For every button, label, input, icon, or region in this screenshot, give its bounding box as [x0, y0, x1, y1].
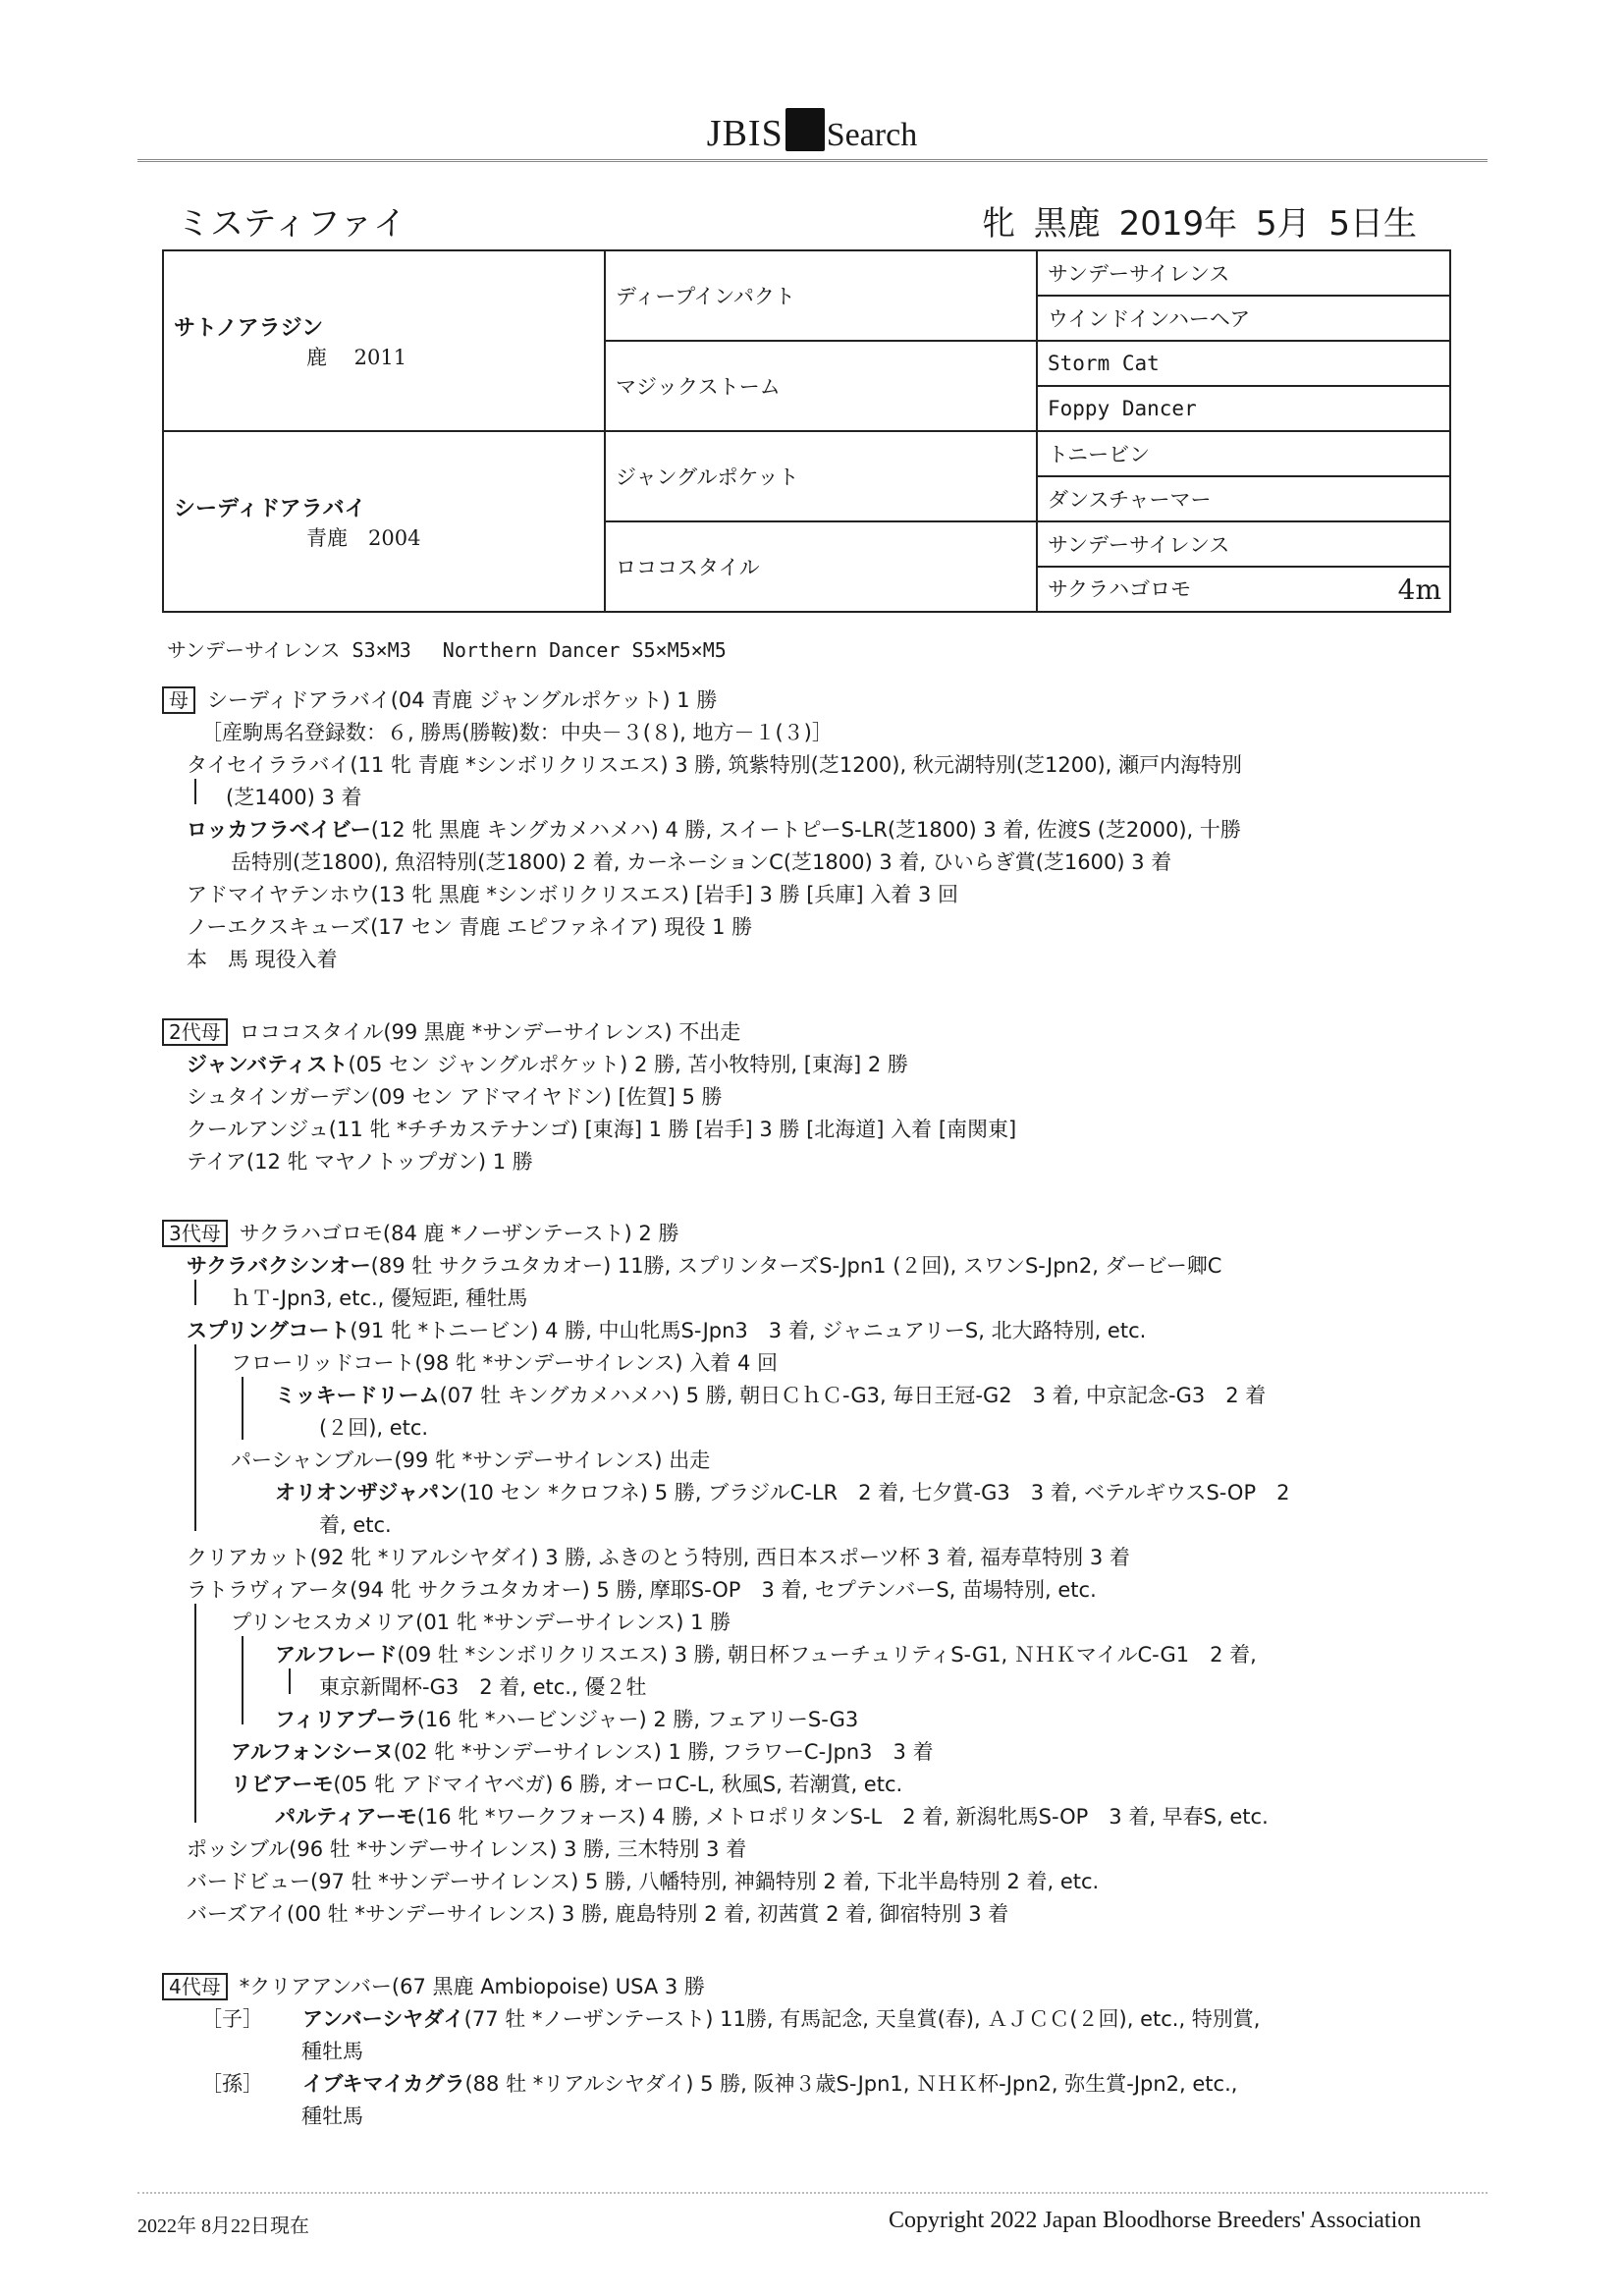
g4dam-heading-text: *クリアアンバー(67 黒鹿 Ambiopoise) USA 3 勝 — [239, 1975, 705, 1998]
offspring-record: (77 牡 *ノーザンテースト) 11勝, 有馬記念, 天皇賞(春), ＡＪＣＣ(２回), etc., 特別賞, — [463, 2007, 1261, 2031]
list-item — [187, 814, 1241, 844]
tree-line — [194, 1280, 196, 1305]
dam-heading-text: シーディドアラバイ(04 青鹿 ジャングルポケット) 1 勝 — [207, 688, 718, 712]
inbreeding-line: サンデーサイレンス S3×M3 Northern Dancer S5×M5×M5 — [167, 638, 727, 662]
offspring-record-cont: ｈＴ-Jpn3, etc., 優短距, 種牡馬 — [231, 1286, 528, 1310]
offspring-record: (89 牡 サクラユタカオー) 11勝, スプリンターズS-Jpn1 (２回), スワンS-Jpn2, ダービー卿C — [370, 1254, 1222, 1278]
list-item — [187, 1315, 1146, 1344]
section-box: 3代母 — [162, 1220, 228, 1247]
logo-text-jbis: JBIS — [706, 113, 784, 154]
section-box: 4代母 — [162, 1973, 228, 2000]
list-item: バーズアイ(00 牡 *サンデーサイレンス) 3 勝, 鹿島特別 2 着, 初茜賞 2 着, 御宿特別 3 着 — [187, 1902, 1009, 1926]
list-item — [187, 1049, 908, 1078]
ancestor-g3: ウインドインハーヘア — [1037, 296, 1450, 341]
offspring-record: (07 牡 キングカメハメハ) 5 勝, 朝日ＣｈＣ-G3, 毎日王冠-G2 3 着, 中京記念-G3 2 着 — [439, 1384, 1267, 1407]
list-item — [231, 1736, 934, 1766]
dam-cell — [163, 431, 605, 612]
list-item: シュタインガーデン(09 セン アドマイヤドン) [佐賀] 5 勝 — [187, 1085, 723, 1109]
list-item — [187, 1250, 1221, 1280]
dam-info: 青鹿 2004 — [306, 525, 421, 550]
tree-line — [289, 1668, 291, 1694]
offspring-name-text: タイセイララバイ — [187, 753, 351, 777]
offspring-record-cont: 種牡馬 — [301, 2040, 363, 2063]
list-item: クールアンジュ(11 牝 *チチカステナンゴ) [東海] 1 勝 [岩手] 3 勝 [北海道] 入着 [南関東] — [187, 1118, 1017, 1141]
offspring-record: (05 牝 アドマイヤベガ) 6 勝, オーロC-L, 秋風S, 若潮賞, etc. — [333, 1773, 903, 1796]
list-item: クリアカット(92 牝 *リアルシヤダイ) 3 勝, ふきのとう特別, 西日本スポーツ杯 3 着, 福寿草特別 3 着 — [187, 1546, 1130, 1569]
list-item — [275, 1704, 858, 1733]
offspring-record-cont: 種牡馬 — [301, 2105, 363, 2128]
offspring-name-text: ミッキードリーム — [275, 1384, 440, 1407]
dam-heading — [162, 684, 717, 714]
offspring-name-text: アンバーシヤダイ — [302, 2007, 464, 2031]
list-item: ポッシブル(96 牡 *サンデーサイレンス) 3 勝, 三木特別 3 着 — [187, 1837, 747, 1861]
list-item — [275, 1639, 1257, 1668]
ancestor-g3-family — [1037, 567, 1450, 612]
g2dam-heading — [162, 1016, 740, 1046]
dam-dam: ロココスタイル — [605, 521, 1037, 612]
g3dam-heading — [162, 1218, 678, 1247]
section-box: 母 — [162, 686, 195, 714]
list-item: フローリッドコート(98 牝 *サンデーサイレンス) 入着 4 回 — [231, 1351, 778, 1375]
list-item: ラトラヴィアータ(94 牝 サクラユタカオー) 5 勝, 摩耶S-OP 3 着, セプテンバーS, 苗場特別, etc. — [187, 1578, 1097, 1602]
horse-magnifier-icon — [785, 108, 825, 151]
horse-name: ミスティファイ — [177, 204, 406, 244]
offspring-record: (91 牝 *トニービン) 4 勝, 中山牝馬S-Jpn3 3 着, ジャニュアリーS, 北大路特別, etc. — [350, 1319, 1147, 1342]
list-item: バードビュー(97 牡 *サンデーサイレンス) 5 勝, 八幡特別, 神鍋特別 2 着, 下北半島特別 2 着, etc. — [187, 1870, 1100, 1893]
sire-dam: マジックストーム — [605, 341, 1037, 431]
footer-divider — [137, 2192, 1488, 2194]
ancestor-g3: サンデーサイレンス — [1037, 521, 1450, 567]
list-item: 本 馬 現役入着 — [187, 948, 338, 971]
offspring-name-text: サクラバクシンオー — [187, 1254, 371, 1278]
offspring-name-text: ジャンバティスト — [187, 1053, 349, 1076]
dam-stats: ［産駒馬名登録数：６, 勝馬(勝鞍)数：中央－３(８), 地方－１(３)］ — [201, 721, 833, 744]
offspring-name-text: オリオンザジャパン — [275, 1481, 460, 1504]
section-box: 2代母 — [162, 1018, 228, 1046]
offspring-name-text: フィリアプーラ — [275, 1708, 417, 1731]
offspring-name-text: イブキマイカグラ — [302, 2072, 465, 2096]
list-item: テイア(12 牝 マヤノトップガン) 1 勝 — [187, 1150, 533, 1174]
offspring-record-cont: (芝1400) 3 着 — [226, 786, 362, 809]
horse-info: 牝 黒鹿 2019年 5月 5日生 — [982, 204, 1418, 244]
pedigree-table — [162, 249, 1451, 613]
g4dam-heading — [162, 1971, 705, 2000]
ancestor-g3: トニービン — [1037, 431, 1450, 476]
list-item — [231, 1769, 902, 1798]
list-item — [275, 1380, 1266, 1409]
list-item: ノーエクスキューズ(17 セン 青鹿 エピファネイア) 現役 1 勝 — [187, 915, 753, 939]
list-item — [275, 1801, 1269, 1831]
ancestor-g3: Foppy Dancer — [1037, 386, 1450, 431]
jbis-logo — [0, 108, 1624, 155]
list-item: パーシャンブルー(99 牝 *サンデーサイレンス) 出走 — [231, 1449, 711, 1472]
offspring-record: (05 セン ジャングルポケット) 2 勝, 苫小牧特別, [東海] 2 勝 — [348, 1053, 908, 1076]
list-item — [201, 2003, 1260, 2033]
offspring-name-text: リビアーモ — [231, 1773, 334, 1796]
tree-line — [194, 1344, 196, 1531]
list-item — [275, 1477, 1290, 1506]
g3dam-heading-text: サクラハゴロモ(84 鹿 *ノーザンテースト) 2 勝 — [239, 1222, 679, 1245]
tree-line — [194, 779, 196, 804]
offspring-record-cont: 岳特別(芝1800), 魚沼特別(芝1800) 2 着, カーネーションC(芝1800) 3 着, ひいらぎ賞(芝1600) 3 着 — [231, 850, 1172, 874]
sire-name: サトノアラジン — [174, 315, 324, 341]
ancestor-g3: ダンスチャーマー — [1037, 476, 1450, 521]
offspring-record: (09 牡 *シンボリクリスエス) 3 勝, 朝日杯フューチュリティS-G1, ＮＨＫマイルC-G1 2 着, — [397, 1643, 1257, 1667]
offspring-record: (10 セン *クロフネ) 5 勝, ブラジルC-LR 2 着, 七夕賞-G3 3 着, ベテルギウスS-OP 2 — [459, 1481, 1290, 1504]
as-of-date: 2022年 8月22日現在 — [137, 2215, 309, 2237]
ancestor-g3: サンデーサイレンス — [1037, 250, 1450, 296]
offspring-name-text: アルフォンシーヌ — [231, 1740, 394, 1764]
tree-line — [194, 1604, 196, 1823]
list-item: アドマイヤテンホウ(13 牝 黒鹿 *シンボリクリスエス) [岩手] 3 勝 [兵庫] 入着 3 回 — [187, 883, 959, 906]
header-divider — [137, 159, 1488, 166]
g2dam-heading-text: ロココスタイル(99 黒鹿 *サンデーサイレンス) 不出走 — [239, 1020, 741, 1044]
relation-tag: ［子］ — [201, 2007, 263, 2031]
offspring-record-cont: (２回), etc. — [319, 1416, 429, 1440]
ancestor-g3: Storm Cat — [1037, 341, 1450, 386]
family-number: 4m — [1397, 573, 1441, 606]
tree-line — [242, 1636, 244, 1724]
ancestor-g3-name: サクラハゴロモ — [1048, 576, 1192, 601]
copyright: Copyright 2022 Japan Bloodhorse Breeders' Association — [889, 2208, 1422, 2233]
relation-tag: ［孫］ — [201, 2072, 263, 2096]
offspring-record: (11 牝 青鹿 *シンボリクリスエス) 3 勝, 筑紫特別(芝1200), 秋元湖特別(芝1200), 瀬戸内海特別 — [350, 753, 1243, 777]
dam-sire: ジャングルポケット — [605, 431, 1037, 521]
tree-line — [242, 1377, 244, 1440]
offspring-name-text: スプリングコート — [187, 1319, 351, 1342]
dam-name: シーディドアラバイ — [174, 496, 366, 521]
sire-sire: ディープインパクト — [605, 250, 1037, 341]
list-item — [201, 2068, 1237, 2098]
sire-cell — [163, 250, 605, 431]
offspring-record: (16 牝 *ハービンジャー) 2 勝, フェアリーS-G3 — [416, 1708, 859, 1731]
offspring-record-cont: 東京新聞杯-G3 2 着, etc., 優２牡 — [319, 1675, 647, 1699]
offspring-name-text: パルティアーモ — [275, 1805, 417, 1829]
offspring-name-text: アルフレード — [275, 1643, 398, 1667]
list-item — [187, 749, 1242, 779]
offspring-record-cont: 着, etc. — [319, 1513, 392, 1537]
offspring-record: (16 牝 *ワークフォース) 4 勝, メトロポリタンS-L 2 着, 新潟牝馬S-OP 3 着, 早春S, etc. — [416, 1805, 1269, 1829]
offspring-record: (88 牡 *リアルシヤダイ) 5 勝, 阪神３歳S-Jpn1, ＮＨＫ杯-Jpn2, 弥生賞-Jpn2, etc., — [464, 2072, 1238, 2096]
offspring-record: (02 牝 *サンデーサイレンス) 1 勝, フラワーC-Jpn3 3 着 — [393, 1740, 934, 1764]
offspring-record: (12 牝 黒鹿 キングカメハメハ) 4 勝, スイートピーS-LR(芝1800) 3 着, 佐渡S (芝2000), 十勝 — [370, 818, 1241, 842]
logo-text-search: Search — [826, 117, 918, 153]
offspring-name-text: ロッカフラベイビー — [187, 818, 371, 842]
sire-info: 鹿 2011 — [306, 345, 407, 369]
list-item: プリンセスカメリア(01 牝 *サンデーサイレンス) 1 勝 — [231, 1611, 731, 1634]
